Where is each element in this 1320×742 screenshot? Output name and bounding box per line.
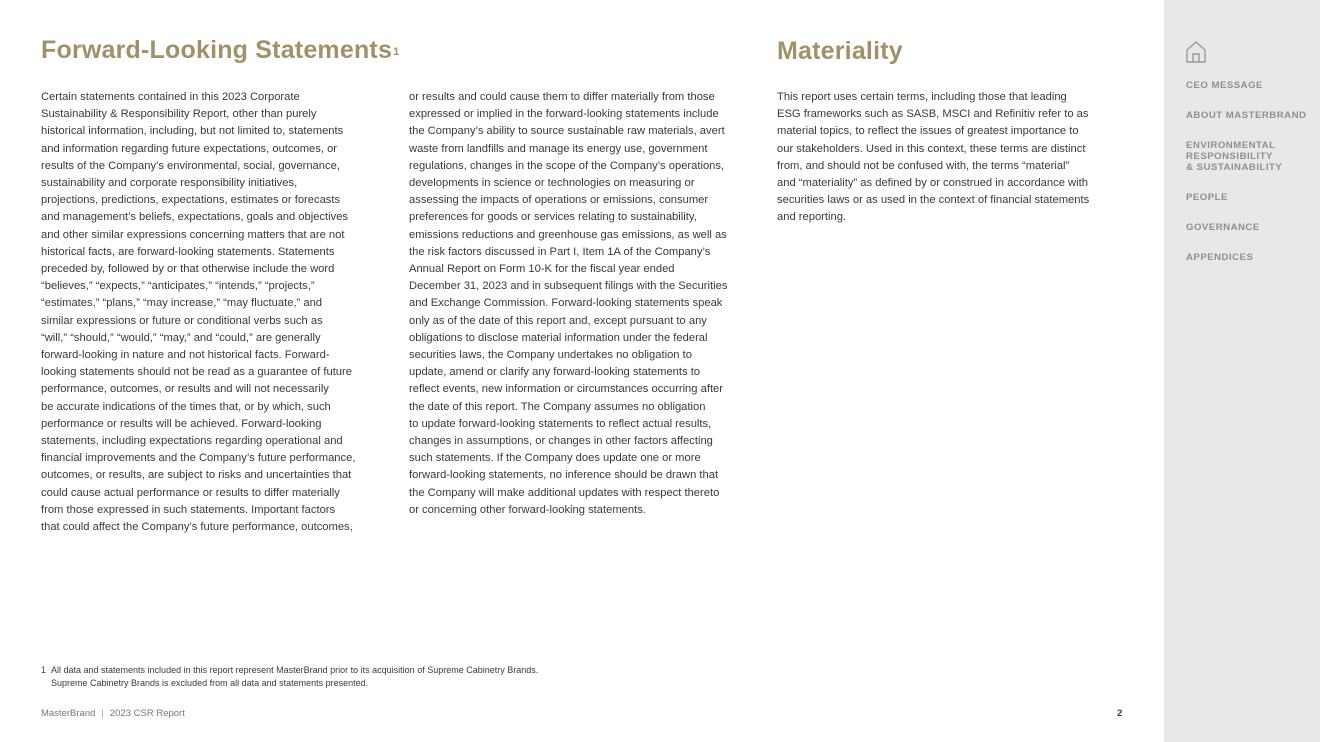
forward-looking-col2-line: Annual Report on Form 10-K for the fiscal year ended xyxy=(409,263,675,276)
forward-looking-col2-line: such statements. If the Company does update one or more xyxy=(409,452,701,465)
forward-looking-col1-line: statements, including expectations regarding operational and xyxy=(41,435,343,448)
forward-looking-col1-line: Sustainability & Responsibility Report, other than purely xyxy=(41,108,317,121)
forward-looking-col2-line: or results and could cause them to differ materially from those xyxy=(409,91,715,103)
materiality-line: from, and should not be confused with, the terms “material” xyxy=(777,159,1070,172)
forward-looking-col1-line: performance or results will be achieved. Forward-looking xyxy=(41,417,322,430)
sidebar-item-label: CEO MESSAGE xyxy=(1186,80,1263,91)
forward-looking-title-text: Forward-Looking Statements xyxy=(41,36,393,64)
sidebar-item-label: ENVIRONMENTAL xyxy=(1186,140,1276,151)
materiality-line: our stakeholders. Used in this context, these terms are distinct xyxy=(777,142,1086,155)
forward-looking-col1-line: “estimates,” “plans,” “may increase,” “may fluctuate,” and xyxy=(41,297,323,310)
forward-looking-col2-line: regulations, changes in the scope of the Company’s operations, xyxy=(409,159,725,172)
forward-looking-col2-line: expressed or implied in the forward-looking statements include xyxy=(409,108,719,121)
materiality-line: securities laws or as used in the context of financial statements xyxy=(777,194,1090,207)
forward-looking-col1-line: from those expressed in such statements. Important factors xyxy=(41,503,336,516)
footnote-line-1 xyxy=(41,664,538,677)
forward-looking-col2-line: assessing the impacts of operations or emissions, consumer xyxy=(409,194,709,207)
sidebar-nav xyxy=(1164,0,1320,742)
sidebar-item-label: APPENDICES xyxy=(1186,252,1254,263)
forward-looking-col1-line: Certain statements contained in this 2023 Corporate xyxy=(41,91,300,103)
sidebar-item-label: RESPONSIBILITY xyxy=(1186,151,1273,162)
forward-looking-col2-line: or concerning other forward-looking statements. xyxy=(409,503,646,516)
forward-looking-col1-line: and other similar expressions concerning matters that are not xyxy=(41,228,345,241)
forward-looking-col1-line: projections, predictions, expectations, estimates or forecasts xyxy=(41,194,341,207)
forward-looking-col2-line: securities laws, the Company undertakes no obligation to xyxy=(409,349,692,362)
sidebar-item-label: GOVERNANCE xyxy=(1186,222,1260,233)
forward-looking-col1-line: and information regarding future expectations, outcomes, or xyxy=(41,142,338,155)
sidebar-menu xyxy=(1186,80,1306,282)
forward-looking-col2-line: to update forward-looking statements to reflect actual results, xyxy=(409,417,712,430)
forward-looking-col2-line: changes in assumptions, or changes in other factors affecting xyxy=(409,435,713,448)
forward-looking-col1-line: could cause actual performance or results to differ materially xyxy=(41,486,340,499)
forward-looking-col1-line: historical information, including, but not limited to, statements xyxy=(41,125,344,138)
forward-looking-col2-line: developments in science or technologies on measuring or xyxy=(409,177,695,190)
materiality-line: This report uses certain terms, including those that leading xyxy=(777,91,1067,103)
materiality-title: Materiality xyxy=(777,37,903,65)
forward-looking-col1-line: results of the Company’s environmental, social, governance, xyxy=(41,159,340,172)
forward-looking-col2-line: only as of the date of this report and, except pursuant to any xyxy=(409,314,707,327)
forward-looking-col2-line: the date of this report. The Company assumes no obligation xyxy=(409,400,706,413)
forward-looking-col2-line: the Company’s ability to source sustainable raw materials, avert xyxy=(409,125,725,138)
footnote-number: 1 xyxy=(41,665,47,675)
forward-looking-col2-line: forward-looking statements, no inference should be drawn that xyxy=(409,469,719,482)
sidebar-item-about-masterbrand[interactable] xyxy=(1186,110,1306,121)
sidebar-item-environmental-responsibility[interactable] xyxy=(1186,140,1306,173)
forward-looking-col1-line: performance, outcomes, or results and will not necessarily xyxy=(41,383,329,396)
materiality-line: and reporting. xyxy=(777,211,847,224)
forward-looking-col1-line: “believes,” “expects,” “anticipates,” “intends,” “projects,” xyxy=(41,280,315,293)
forward-looking-col2-line: reflect events, new information or circumstances occurring after xyxy=(409,383,723,396)
forward-looking-col1-line: looking statements should not be read as a guarantee of future xyxy=(41,366,352,379)
sidebar-item-people[interactable] xyxy=(1186,192,1306,203)
forward-looking-col2-line: waste from landfills and manage its energy use, government xyxy=(409,142,708,155)
materiality-line: material topics, to reflect the issues of greatest importance to xyxy=(777,125,1079,138)
forward-looking-title xyxy=(41,35,399,65)
page-number: 2 xyxy=(1117,708,1123,719)
forward-looking-col2-line: the Company will make additional updates with respect thereto xyxy=(409,486,720,499)
forward-looking-col1-line: financial improvements and the Company’s future performance, xyxy=(41,452,356,465)
footnote xyxy=(41,664,538,690)
materiality-column xyxy=(777,89,1129,227)
home-icon[interactable] xyxy=(1185,40,1207,64)
forward-looking-col2-line: and Exchange Commission. Forward-looking statements speak xyxy=(409,297,723,310)
sidebar-item-ceo-message[interactable] xyxy=(1186,80,1306,91)
materiality-line: and “materiality” as defined by or construed in accordance with xyxy=(777,177,1088,190)
forward-looking-col1-line: that could affect the Company’s future performance, outcomes, xyxy=(41,521,353,534)
footnote-line-2: Supreme Cabinetry Brands is excluded from all data and statements presented. xyxy=(51,678,369,688)
footnote-marker[interactable]: 1 xyxy=(393,46,400,58)
sidebar-item-label: PEOPLE xyxy=(1186,192,1228,203)
forward-looking-col2-line: obligations to disclose material information under the federal xyxy=(409,331,708,344)
forward-looking-col2-line: preferences for goods or services relating to sustainability, xyxy=(409,211,697,224)
forward-looking-column-1 xyxy=(41,89,393,536)
forward-looking-col1-line: be accurate indications of the times that, or by which, such xyxy=(41,400,331,413)
forward-looking-col2-line: emissions reductions and greenhouse gas emissions, as well as xyxy=(409,228,727,241)
footnote-text-1: All data and statements included in this report represent MasterBrand prior to its acquisition of Supreme Cabinetry Brands. xyxy=(51,665,539,675)
forward-looking-col1-line: and management’s beliefs, expectations, goals and objectives xyxy=(41,211,349,224)
forward-looking-col1-line: historical facts, are forward-looking statements. Statements xyxy=(41,245,335,258)
forward-looking-col2-line: update, amend or clarify any forward-looking statements to xyxy=(409,366,701,379)
forward-looking-col1-line: preceded by, followed by or that otherwise include the word xyxy=(41,263,335,276)
sidebar-item-label: & SUSTAINABILITY xyxy=(1186,162,1283,173)
footer-brand: MasterBrand xyxy=(41,708,96,719)
forward-looking-column-2 xyxy=(409,89,761,519)
forward-looking-col1-line: outcomes, or results, are subject to risks and uncertainties that xyxy=(41,469,352,482)
sidebar-item-appendices[interactable] xyxy=(1186,252,1306,263)
sidebar-item-label: ABOUT MASTERBRAND xyxy=(1186,110,1307,121)
forward-looking-col2-line: December 31, 2023 and in subsequent filings with the Securities xyxy=(409,280,728,293)
forward-looking-col1-line: forward-looking in nature and not historical facts. Forward- xyxy=(41,349,330,362)
footer-report-title: 2023 CSR Report xyxy=(109,708,185,719)
forward-looking-col1-line: “will,” “should,” “would,” “may,” and “could,” are generally xyxy=(41,331,321,344)
footer xyxy=(41,708,185,719)
forward-looking-col1-line: similar expressions or future or conditional verbs such as xyxy=(41,314,323,327)
materiality-line: ESG frameworks such as SASB, MSCI and Refinitiv refer to as xyxy=(777,108,1089,121)
forward-looking-col2-line: the risk factors discussed in Part I, Item 1A of the Company’s xyxy=(409,245,711,258)
sidebar-item-governance[interactable] xyxy=(1186,222,1306,233)
forward-looking-col1-line: sustainability and corporate responsibility initiatives, xyxy=(41,177,298,190)
footer-separator: | xyxy=(101,708,104,719)
